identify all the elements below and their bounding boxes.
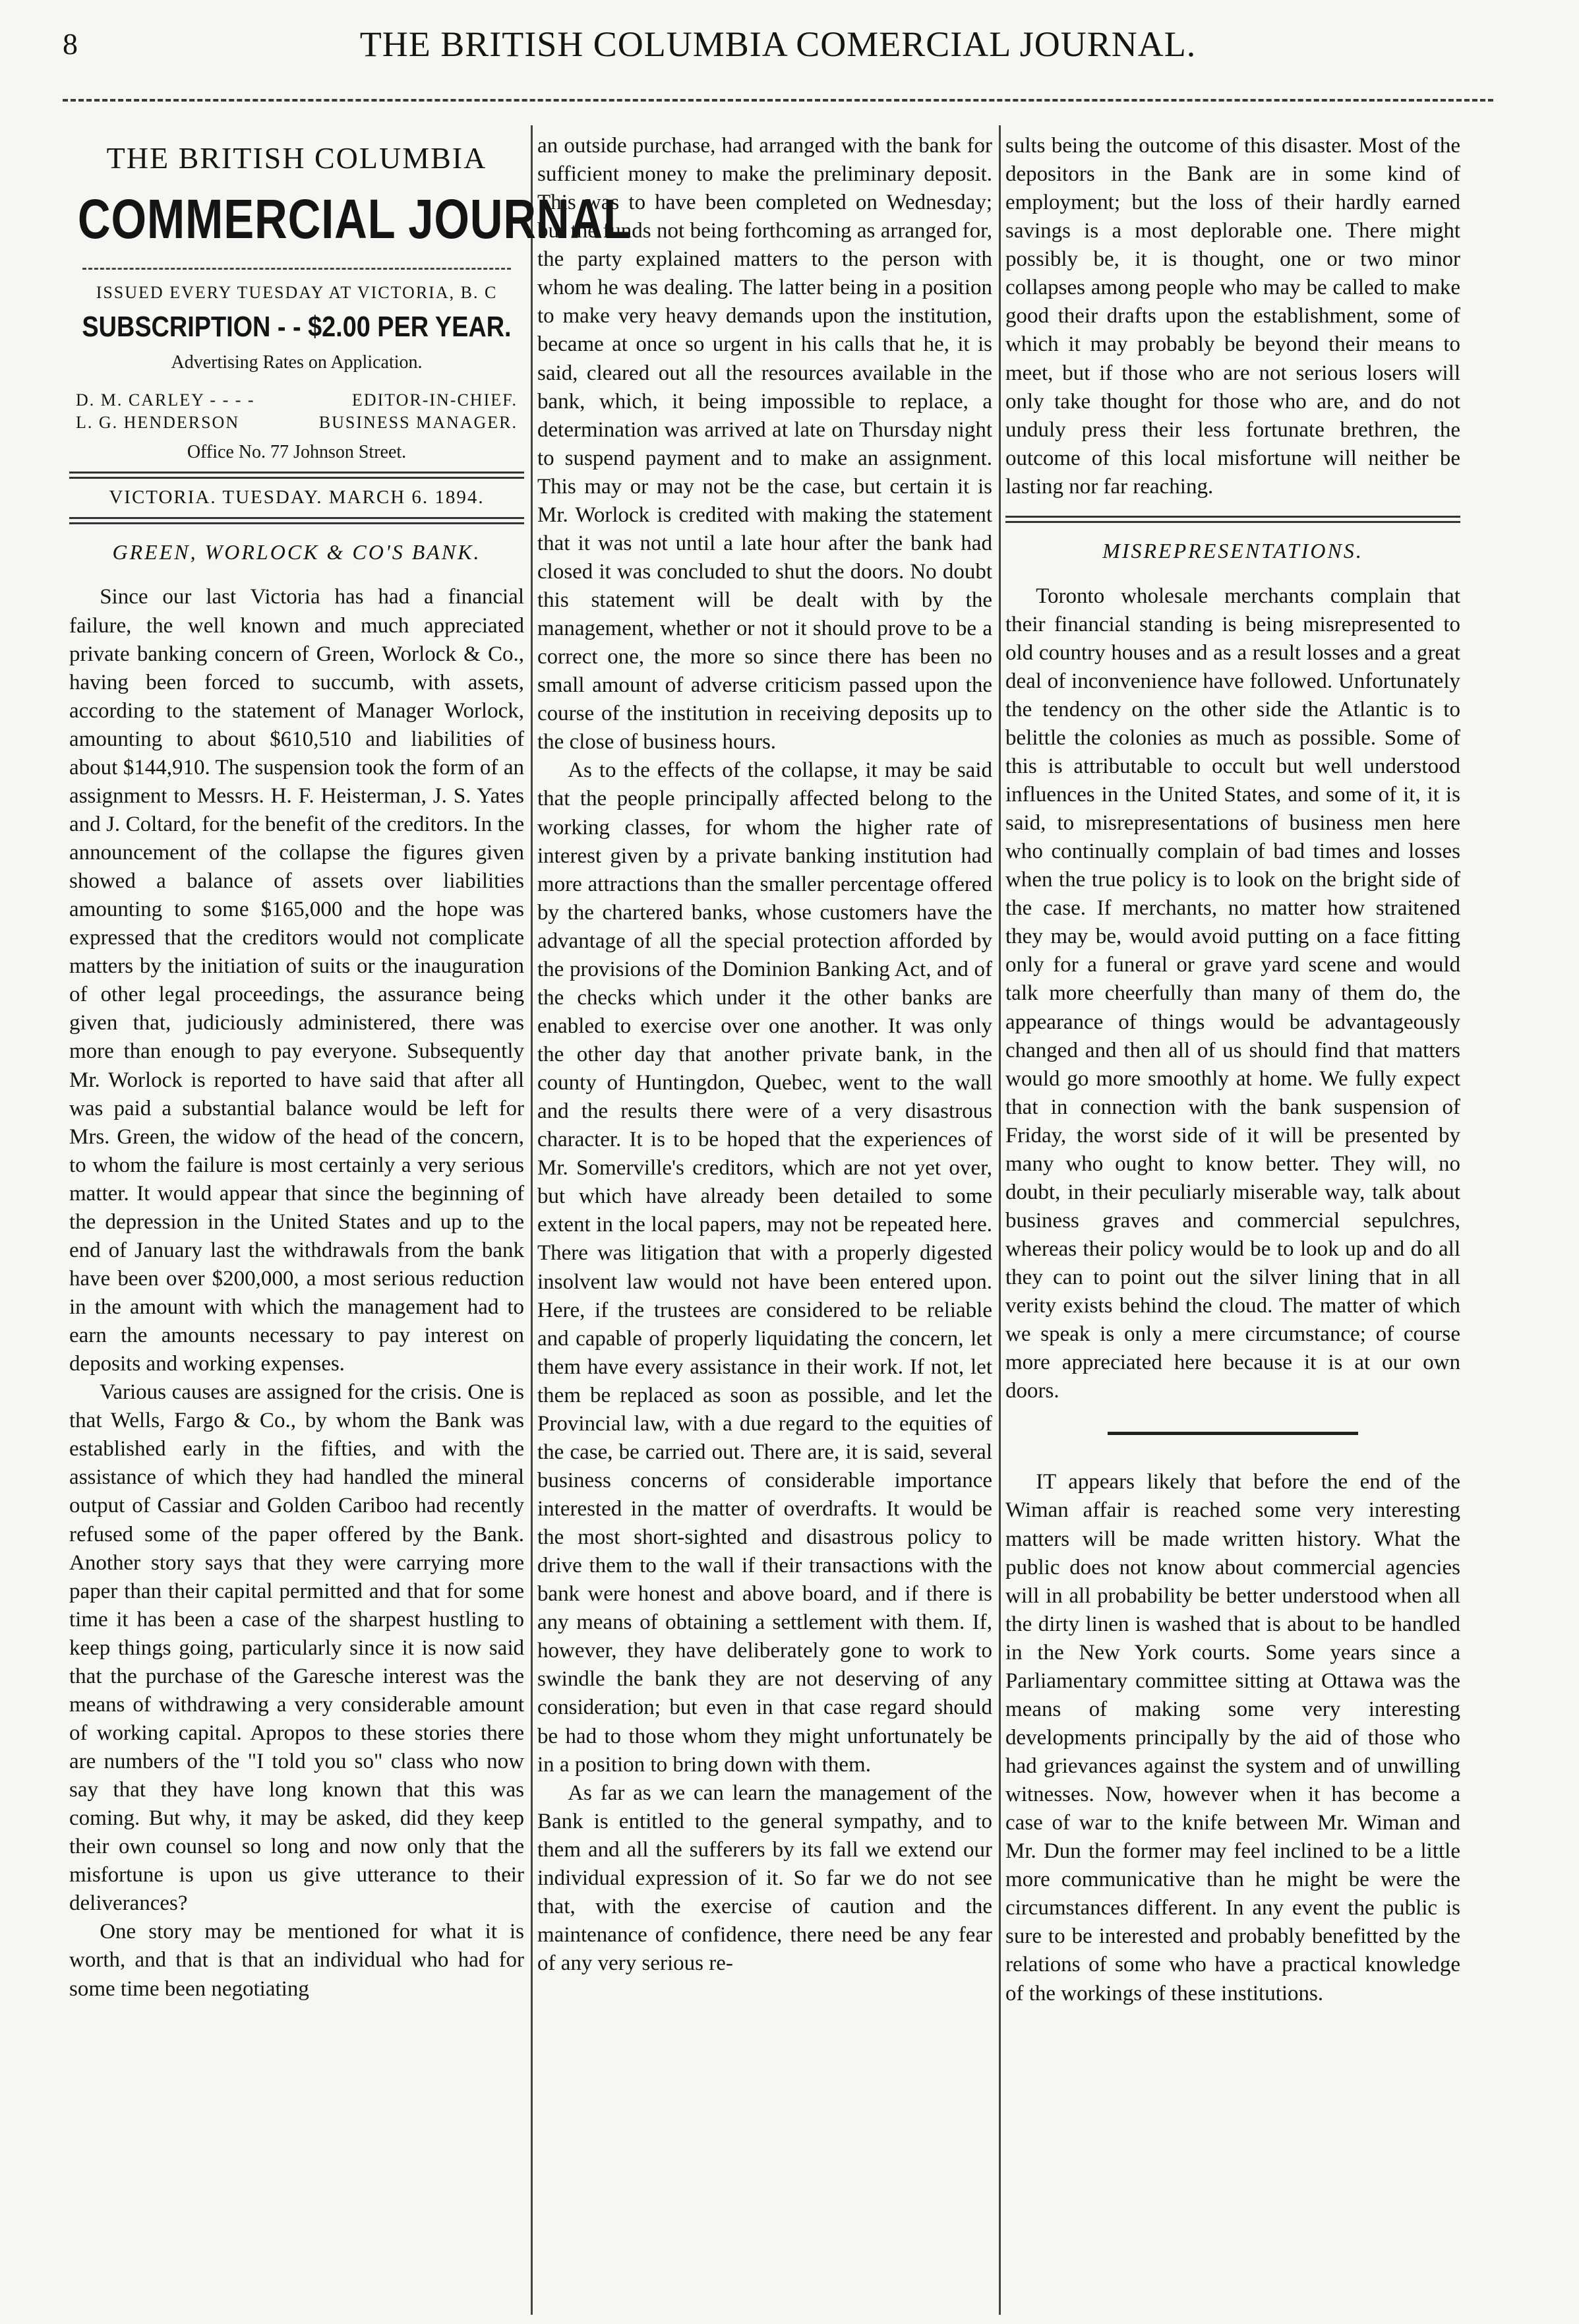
masthead [69,138,632,524]
page-header [63,7,1493,92]
article-heading-misrepresentations: MISREPRESENTATIONS. [1102,538,1363,563]
column-divider [531,125,533,2315]
section-double-rule [1005,516,1460,523]
page-header-title: THE BRITISH COLUMBIA COMERCIAL JOURNAL. [359,24,1197,64]
column-1 [69,132,632,2315]
article-paragraph: IT appears likely that before the end of the Wiman affair is reached some very interesting matters will be made written history. What the public does not know about commercial agencies will in all probability be better understood when all the dirty linen is washed that is about to be handled in the New York courts. Some years since a Parliamentary committee sitting at Ottawa was the means of making some very interesting developments principally by the aid of those who had grievances against the system and of unwilling witnesses. Now, however when it has become a case of war to the knife between Mr. Wiman and Mr. Dun the former may feel inclined to be a little more communicative than he might be were the circumstances different. In any event the public is sure to be interested and probably benefitted by the relations of some who have a practical knowledge of the workings of these institutions. [1005,1470,1460,2005]
dateline-double-rule [69,517,524,524]
page-number: 8 [63,27,78,61]
staff-role: BUSINESS MANAGER. [318,413,518,433]
column-divider [999,125,1001,2315]
issued-line: ISSUED EVERY TUESDAY AT VICTORIA, B. C [96,282,498,302]
article-paragraph: As to the effects of the collapse, it may be said that the people principally affected belong to the working classes, for whom the higher rate of interest given by a private banking institution had more attractions than the smaller percentage offered by the chartered banks, whose customers have the advantage of all the special protection afforded by the provisions of the Dominion Banking Act, and of the checks which under it the other banks are enabled to exercise over one another. It was only the other day that another private bank, in the county of Huntingdon, Quebec, went to the wall and the results there were of a very disastrous character. It is to be hoped that the experiences of Mr. Somerville's creditors, which are not yet over, but which have already been detailed to some extent in the local papers, may not be repeated here. There was litigation that with a properly digested insolvent law would not have been entered upon. Here, if the trustees are considered to be reliable and capable of properly liquidating the concern, let them have every assistance in their work. If not, let them be replaced as soon as possible, and let the Provincial law, with a due regard to the equities of the case, be carried out. There are, it is said, several business concerns of considerable importance interested in the matter of overdrafts. It would be the most short-sighted and disastrous policy to drive them to the wall if their transactions with the bank were honest and above board, and if there is any means of obtaining a settlement with them. If, however, they have deliberately gone to work to swindle the bank they are not deserving of any consideration; but even in that case regard should be had to those whom they might unfortunately be in a position to bring down with them. [537,758,992,1777]
column-2 [537,132,992,2315]
staff-name: L. G. HENDERSON [76,413,240,433]
subscription-line: SUBSCRIPTION - - $2.00 PER YEAR. [82,310,512,343]
column-3 [1005,132,1460,2315]
header-rule [63,99,1493,102]
advertising-line: Advertising Rates on Application. [171,352,423,373]
dateline: VICTORIA. TUESDAY. MARCH 6. 1894. [109,486,485,508]
masthead-double-rule [69,472,524,479]
office-address: Office No. 77 Johnson Street. [187,442,407,463]
article-paragraph: an outside purchase, had arranged with the bank for sufficient money to make the preliminary deposit. This was to have been completed on Wednesday; but the funds not being forthcoming as arranged for, the party explained matters to the person with whom he was dealing. The latter being in a position to make very heavy demands upon the institution, became at once so urgent in his calls that he, it is said, cleared out all the resources available in the bank, which, it being impossible to replace, a determination was arrived at late on Thursday night to suspend payment and to make an assignment. This may or may not be the case, but certain it is Mr. Worlock is credited with making the statement that it was not until a late hour after the bank had closed it was concluded to shut the doors. No doubt this statement will be dealt with by the management, whether or not it should prove to be a correct one, the more so since there has been no small amount of adverse criticism passed upon the course of the institution in receiving deposits up to the close of business hours. [537,134,992,754]
article-paragraph: One story may be mentioned for what it is worth, and that is that an individual who had for some time been negotiating [69,1920,524,2001]
staff-row [69,389,524,412]
article-paragraph: Various causes are assigned for the crisis. One is that Wells, Fargo & Co., by whom the Bank was established early in the fifties, and with the assistance of which they had handled the mineral output of Cassiar and Golden Cariboo had recently refused some of the paper offered by the Bank. Another story says that they were carrying more paper than their capital permitted and that for some time it has been a case of the sharpest hustling to keep things going, particularly since it is now said that the purchase of the Garesche interest was the means of withdrawing a very considerable amount of working capital. Apropos to these stories there are numbers of the "I told you so" class who now say that they have long known that this was coming. But why, it may be asked, did they keep their own counsel so long and now only that the misfortune is upon us give utterance to their deliverances? [69,1380,524,1916]
article-paragraph: As far as we can learn the management of the Bank is entitled to the general sympathy, and to them and all the sufferers by its fall we extend our individual expression of it. So far we do not see that, with the exercise of caution and the maintenance of confidence, there need be any fear of any very serious re- [537,1781,992,1975]
article-paragraph: sults being the outcome of this disaster. Most of the depositors in the Bank are in some kind of employment; but the loss of their hardly earned savings is a most deplorable one. There might possibly be, it is thought, one or two minor collapses among people who may be called to make good their drafts upon the establishment, some of which it may probably be beyond their means to meet, but if those who are not serious losers will only take thought for those who are, and do not unduly press their less fortunate brethren, the outcome of this local misfortune will neither be lasting nor far reaching. [1005,134,1460,499]
article-paragraph: Toronto wholesale merchants complain that their financial standing is being misrepresented to old country houses and as a result losses and a great deal of inconvenience have followed. Unfortunately the tendency on the other side the Atlantic is to belittle the colonies as much as possible. Some of this is attributable to occult but well understood influences in the United States, and some of it, it is said, to misrepresentations of business men here who continually complain of bad times and losses when the true policy is to look on the bright side of the case. If merchants, no matter how straitened they may be, would avoid putting on a face fitting only for a funeral or grave yard scene and would talk more cheerfully than many of them do, the appearance of things would be advantageously changed and then all of us should find that matters would go more smoothly at home. We fully expect that in connection with the bank suspension of Friday, the worst side of it will be presented by many who ought to know better. They will, no doubt, in their peculiarly miserable way, talk about business graves and commercial sepulchres, whereas their policy would be to look up and do all they can to point out the silver lining that in all verity exists behind the cloud. The matter of which we speak is only a mere circumstance; of course more appreciated here because it is at our own doors. [1005,584,1460,1403]
staff-row [69,412,524,434]
section-rule [1108,1432,1358,1435]
masthead-rule [82,268,511,270]
staff-name: D. M. CARLEY - - - - [76,390,255,410]
masthead-big-title: COMMERCIAL JOURNAL [77,188,632,251]
article-heading-green-worlock: GREEN, WORLOCK & CO'S BANK. [112,539,481,564]
masthead-small-title: THE BRITISH COLUMBIA [106,141,487,175]
article-paragraph: Since our last Victoria has had a financial failure, the well known and much appreciated private banking concern of Green, Worlock & Co., having been forced to succumb, with assets, according to the statement of Manager Worlock, amounting to about $610,510 and liabilities of about $144,910. The suspension took the form of an assignment to Messrs. H. F. Heisterman, J. S. Yates and J. Coltard, for the benefit of the creditors. In the announcement of the collapse the figures given showed a balance of assets over liabilities amounting to some $165,000 and the hope was expressed that the creditors would not complicate matters by the initiation of suits or the inauguration of other legal proceedings, the assurance being given that, judiciously administered, there was more than enough to pay everyone. Subsequently Mr. Worlock is reported to have said that after all was paid a substantial balance would be left for Mrs. Green, the widow of the head of the concern, to whom the failure is most certainly a very serious matter. It would appear that since the beginning of the depression in the United States and up to the end of January last the withdrawals from the bank have been over $200,000, a most serious reduction in the amount with which the management had to earn the amounts necessary to pay interest on deposits and working expenses. [69,585,524,1376]
staff-role: EDITOR-IN-CHIEF. [351,390,518,410]
